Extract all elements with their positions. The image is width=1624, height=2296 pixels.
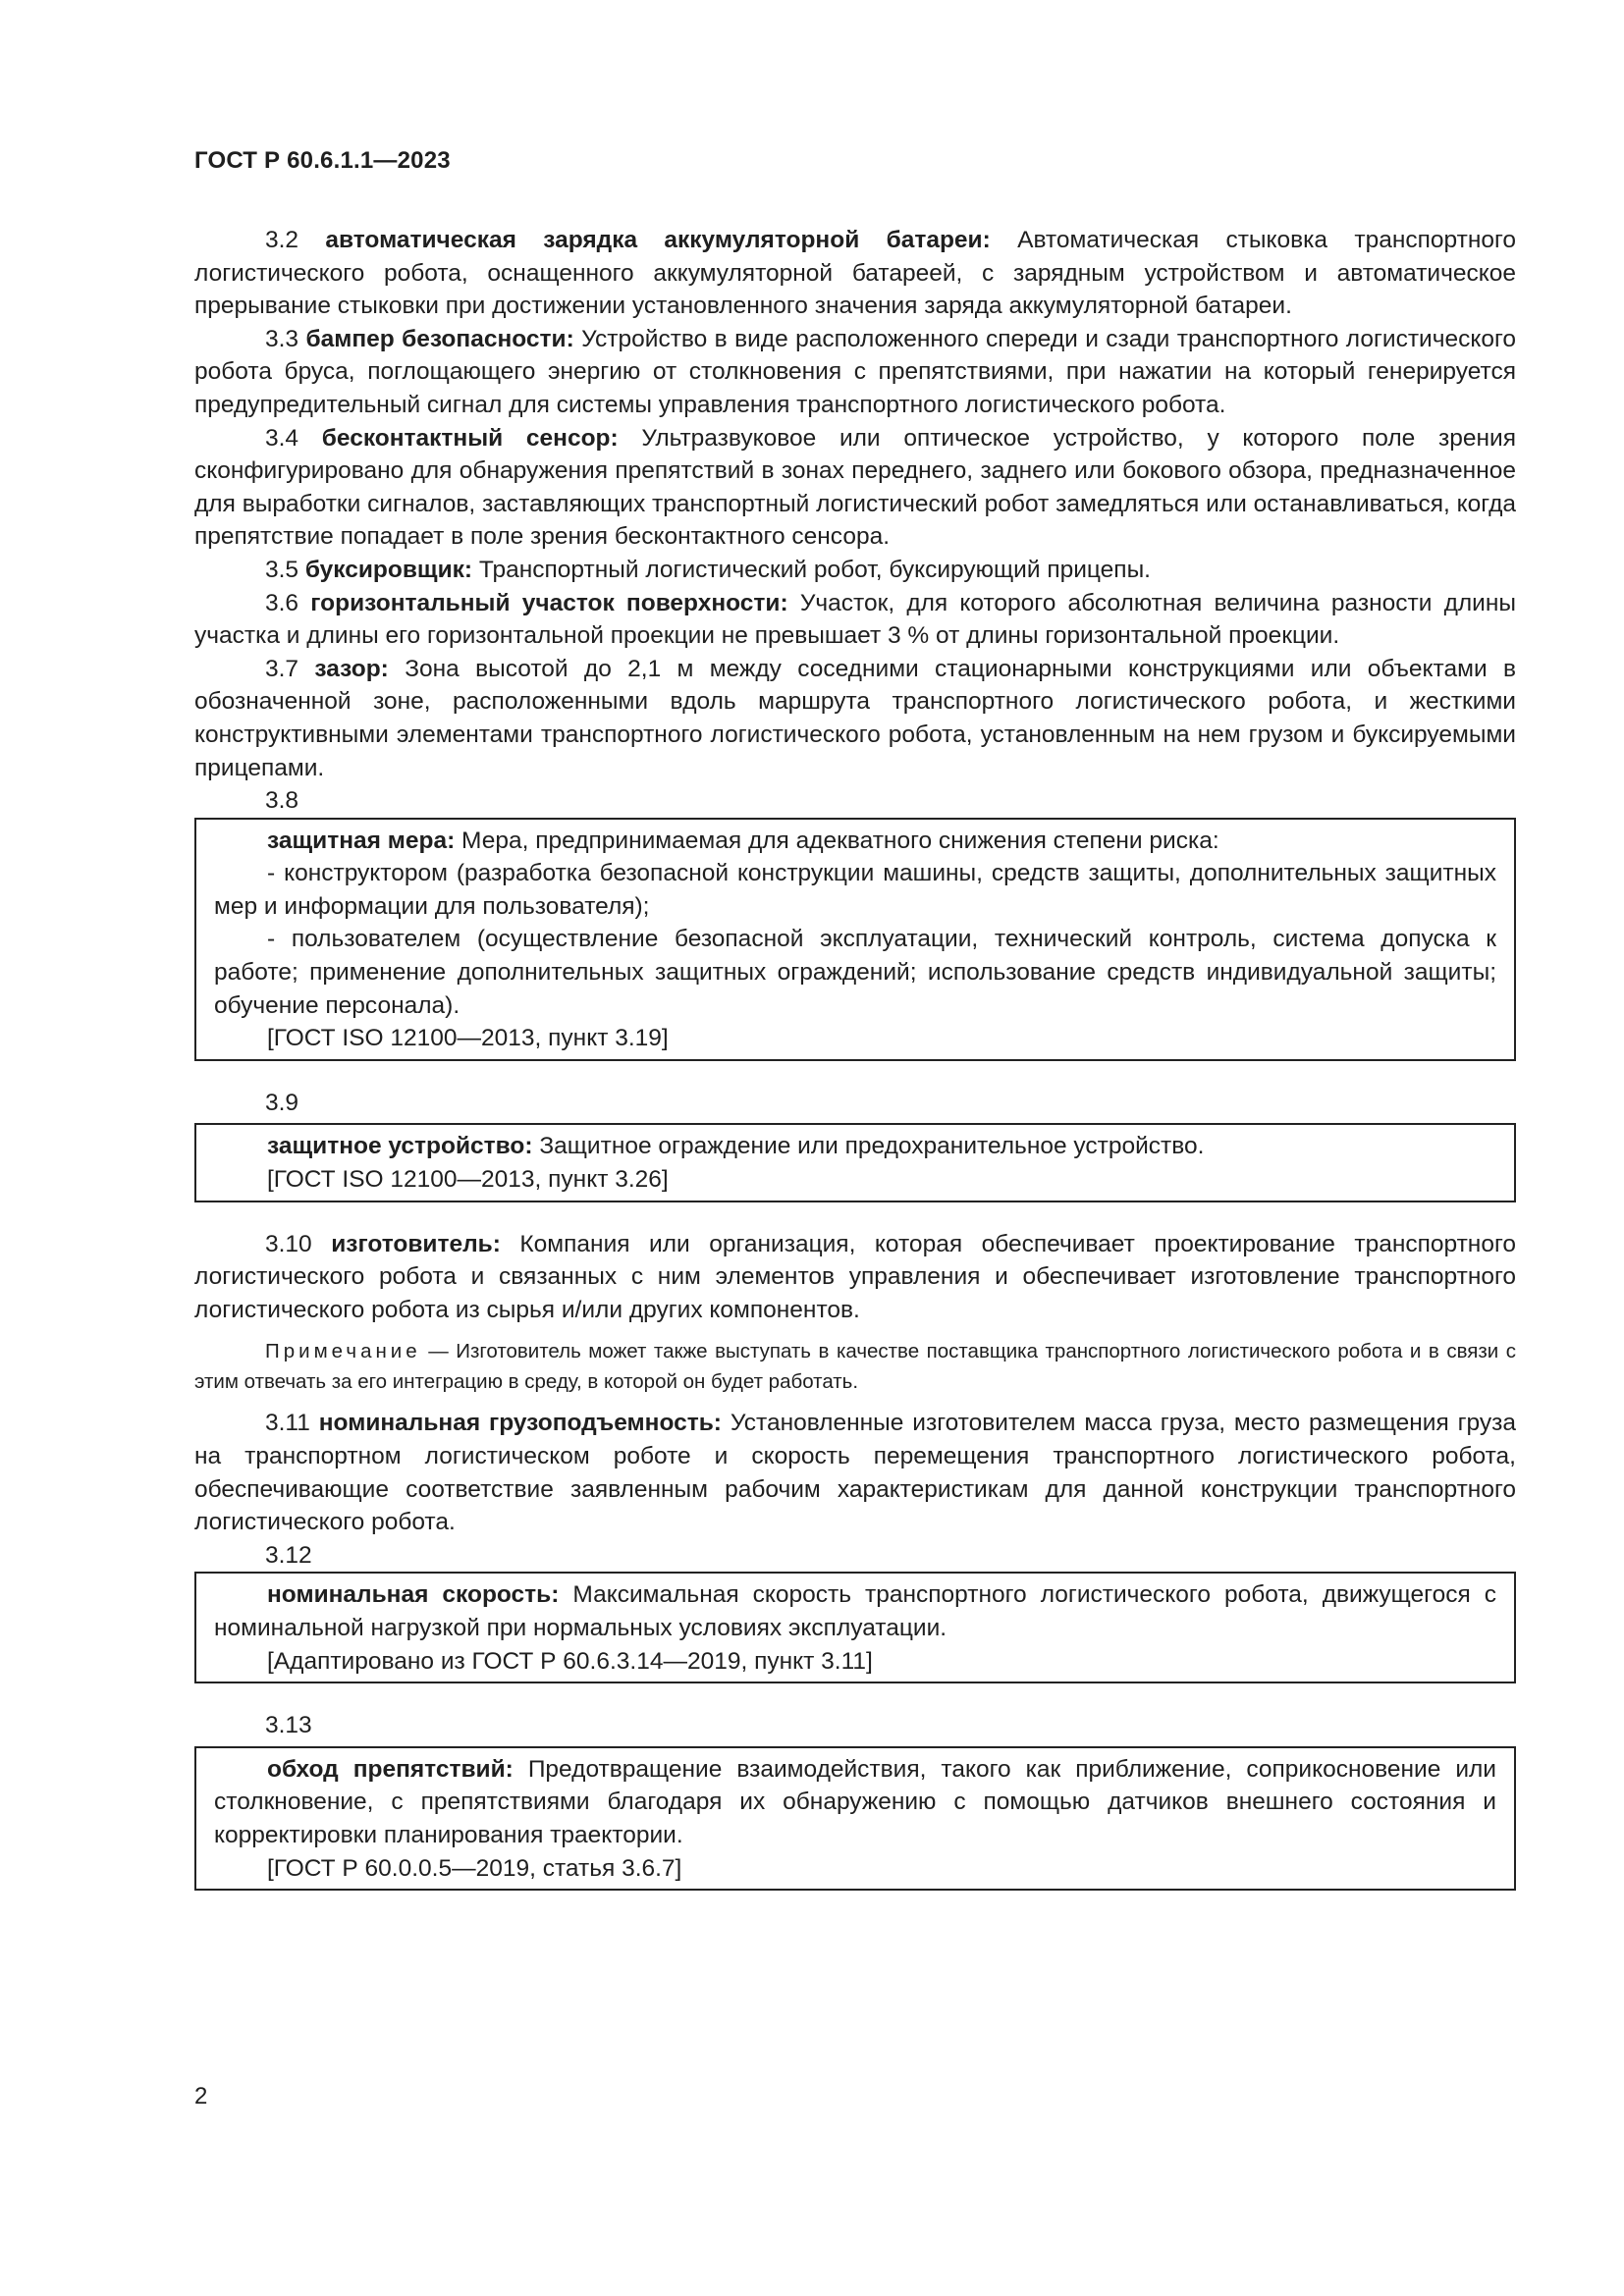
term-3-9-source: [ГОСТ ISO 12100—2013, пункт 3.26] bbox=[267, 1166, 669, 1194]
term-definition: Участок, для которого абсолютная величина разности длины участка и длины его горизонтальной проекции не превышает 3 % от длины горизонтальной проекции. bbox=[194, 589, 1516, 650]
page-number: 2 bbox=[194, 2083, 208, 2109]
term-3-8-source: [ГОСТ ISO 12100—2013, пункт 3.19] bbox=[267, 1025, 669, 1052]
term-3-4 bbox=[194, 422, 1516, 554]
term-3-2 bbox=[194, 224, 1516, 323]
term-definition: Компания или организация, которая обеспечивает проектирование транспортного логистического робота и связанных с ним элементов управления и обеспечивает изготовление транспортного логистического робота из сырья и/или других компонентов. bbox=[194, 1230, 1516, 1323]
term-3-7 bbox=[194, 653, 1516, 784]
term-name: бесконтактный сенсор: bbox=[321, 424, 619, 452]
note-label: Примечание bbox=[265, 1340, 421, 1363]
document-body bbox=[194, 224, 1516, 1891]
term-definition: Устройство в виде расположенного спереди и сзади транспортного логистического робота бруса, поглощающего энергию от столкновения с препятствиями, при нажатии на который генерируется предупредительный сигнал для системы управления транспортного логистического робота. bbox=[194, 325, 1517, 418]
term-3-6 bbox=[194, 587, 1516, 653]
term-name: изготовитель: bbox=[331, 1230, 501, 1257]
term-3-5 bbox=[194, 554, 1516, 587]
term-3-12-source: [Адаптировано из ГОСТ Р 60.6.3.14—2019, пункт 3.11] bbox=[267, 1647, 873, 1675]
term-name: бампер безопасности: bbox=[305, 325, 574, 352]
term-3-11 bbox=[194, 1407, 1516, 1538]
term-definition: Зона высотой до 2,1 м между соседними стационарными конструкциями или объектами в обозначенной зоне, расположенными вдоль маршрута транспортного логистического робота, и жесткими конструктивными элементами транспортного логистического робота, установленным на нем грузом и буксируемыми прицепами. bbox=[194, 655, 1517, 781]
term-3-12-box bbox=[194, 1572, 1516, 1683]
term-number: 3.10 bbox=[265, 1230, 312, 1257]
term-3-13-definition bbox=[214, 1753, 1496, 1852]
term-name: номинальная грузоподъемность: bbox=[318, 1410, 722, 1437]
term-number: 3.11 bbox=[265, 1410, 310, 1437]
term-definition: Ультразвуковое или оптическое устройство, у которого поле зрения сконфигурировано для обнаружения препятствий в зонах переднего, заднего или бокового обзора, предназначенное для выработки сигналов, заставляющих транспортный логистический робот замедляться или останавливаться, когда препятствие попадает в поле зрения бесконтактного сенсора. bbox=[194, 424, 1516, 551]
term-3-13-box bbox=[194, 1746, 1516, 1891]
term-3-8-item-1: - конструктором (разработка безопасной конструкции машины, средств защиты, дополнительных защитных мер и информации для пользователя); bbox=[214, 860, 1496, 920]
term-name: защитное устройство: bbox=[267, 1133, 533, 1160]
term-definition: Мера, предпринимаемая для адекватного снижения степени риска: bbox=[455, 827, 1219, 854]
term-definition: Автоматическая стыковка транспортного логистического робота, оснащенного аккумуляторной батареей, с зарядным устройством и автоматическое прерывание стыковки при достижении установленного значения заряда аккумуляторной батареи. bbox=[194, 227, 1517, 320]
term-name: буксировщик: bbox=[304, 556, 473, 583]
term-definition: Защитное ограждение или предохранительное устройство. bbox=[532, 1133, 1205, 1160]
term-3-12-definition bbox=[214, 1578, 1496, 1644]
term-number: 3.2 bbox=[265, 227, 299, 253]
term-3-13-number: 3.13 bbox=[265, 1712, 312, 1739]
term-3-9-definition bbox=[214, 1130, 1496, 1163]
term-number: 3.7 bbox=[265, 655, 299, 682]
term-definition: Максимальная скорость транспортного логистического робота, движущегося с номинальной нагрузкой при нормальных условиях эксплуатации. bbox=[214, 1581, 1496, 1641]
term-name: номинальная скорость: bbox=[267, 1581, 560, 1609]
term-number: 3.6 bbox=[265, 589, 299, 616]
term-3-9-box bbox=[194, 1123, 1516, 1201]
term-3-9-number: 3.9 bbox=[265, 1089, 299, 1116]
term-3-8-definition bbox=[214, 825, 1496, 858]
term-number: 3.5 bbox=[265, 556, 299, 583]
document-header: ГОСТ Р 60.6.1.1—2023 bbox=[194, 147, 451, 174]
term-number: 3.4 bbox=[265, 424, 299, 452]
term-name: горизонтальный участок поверхности: bbox=[310, 589, 788, 616]
term-3-8-box bbox=[194, 818, 1516, 1061]
term-name: зазор: bbox=[314, 655, 389, 682]
term-name: обход препятствий: bbox=[267, 1755, 514, 1783]
note-text: — Изготовитель может также выступать в качестве поставщика транспортного логистического робота и в связи с этим отвечать за его интеграцию в среду, в которой он будет работать. bbox=[194, 1340, 1516, 1394]
term-name: автоматическая зарядка аккумуляторной батареи: bbox=[325, 227, 991, 253]
term-definition: Установленные изготовителем масса груза, место размещения груза на транспортном логистическом роботе и скорость перемещения транспортного логистического робота, обеспечивающие соответствие заявленным рабочим характеристикам для данной конструкции транспортного логистического робота. bbox=[194, 1410, 1516, 1536]
term-3-3 bbox=[194, 323, 1516, 422]
term-3-10 bbox=[194, 1228, 1516, 1327]
term-number: 3.3 bbox=[265, 325, 299, 352]
term-3-13-source: [ГОСТ Р 60.0.0.5—2019, статья 3.6.7] bbox=[267, 1854, 682, 1882]
term-definition: Транспортный логистический робот, буксирующий прицепы. bbox=[472, 556, 1151, 583]
term-definition: Предотвращение взаимодействия, такого как приближение, соприкосновение или столкновение, с препятствиями благодаря их обнаружению с помощью датчиков внешнего состояния и корректировки планирования траектории. bbox=[214, 1755, 1496, 1848]
term-3-8-item-2: - пользователем (осуществление безопасной эксплуатации, технический контроль, система допуска к работе; применение дополнительных защитных ограждений; использование средств индивидуальной защиты; обучение персонала). bbox=[214, 926, 1496, 1019]
term-3-8-number: 3.8 bbox=[265, 787, 299, 815]
term-name: защитная мера: bbox=[267, 827, 456, 854]
term-3-12-number: 3.12 bbox=[265, 1541, 312, 1569]
note bbox=[194, 1336, 1516, 1397]
